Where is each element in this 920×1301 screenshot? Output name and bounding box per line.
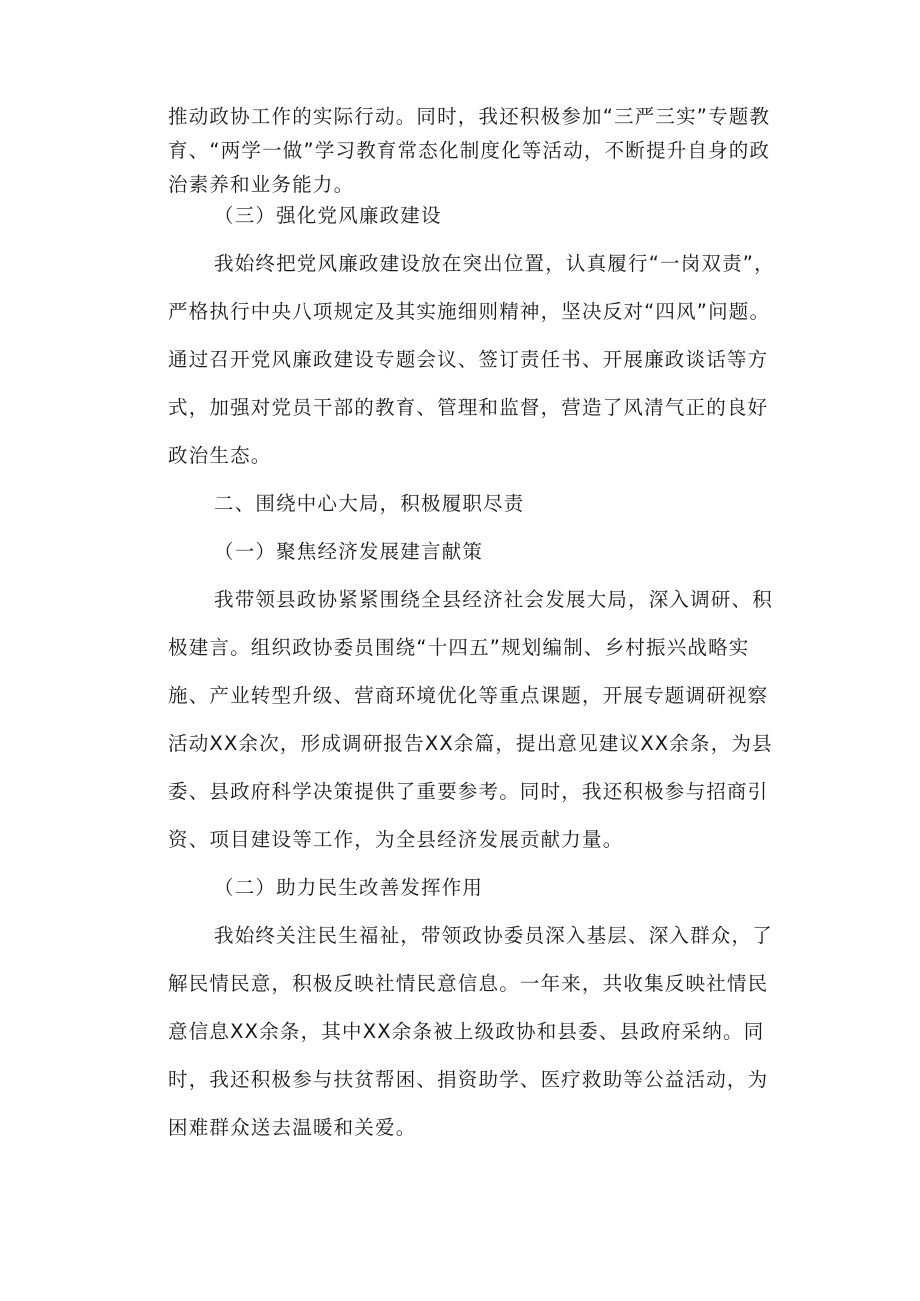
subsection-2-title: （二）助力民生改善发挥作用 (214, 876, 484, 899)
subsection-3-title: （三）强化党风廉政建设 (214, 204, 442, 227)
section-2-title: 二、围绕中心大局，积极履职尽责 (214, 492, 525, 515)
subsection-1-title: （一）聚焦经济发展建言献策 (214, 540, 484, 563)
intro-paragraph: 推动政协工作的实际行动。同时，我还积极参加“三严三实”专题教育、“两学一做”学习教育常态化制度化等活动，不断提升自身的政治素养和业务能力。 (168, 105, 771, 196)
subsection-2-body: 我始终关注民生福祉，带领政协委员深入基层、深入群众，了解民情民意，积极反映社情民意信息。一年来，共收集反映社情民意信息XX余条，其中XX余条被上级政协和县委、县政府采纳。同时，我还积极参与扶贫帮困、捐资助学、医疗救助等公益活动，为困难群众送去温暖和关爱。 (168, 924, 773, 1139)
subsection-3-body: 我始终把党风廉政建设放在突出位置，认真履行“一岗双责”，严格执行中央八项规定及其实施细则精神，坚决反对“四风”问题。通过召开党风廉政建设专题会议、签订责任书、开展廉政谈话等方式，加强对党员干部的教育、管理和监督，营造了风清气正的良好政治生态。 (168, 252, 775, 467)
subsection-1-body: 我带领县政协紧紧围绕全县经济社会发展大局，深入调研、积极建言。组织政协委员围绕“十四五”规划编制、乡村振兴战略实施、产业转型升级、营商环境优化等重点课题，开展专题调研视察活动XX余次，形成调研报告XX余篇，提出意见建议XX余条，为县委、县政府科学决策提供了重要参考。同时，我还积极参与招商引资、项目建设等工作，为全县经济发展贡献力量。 (168, 588, 773, 851)
